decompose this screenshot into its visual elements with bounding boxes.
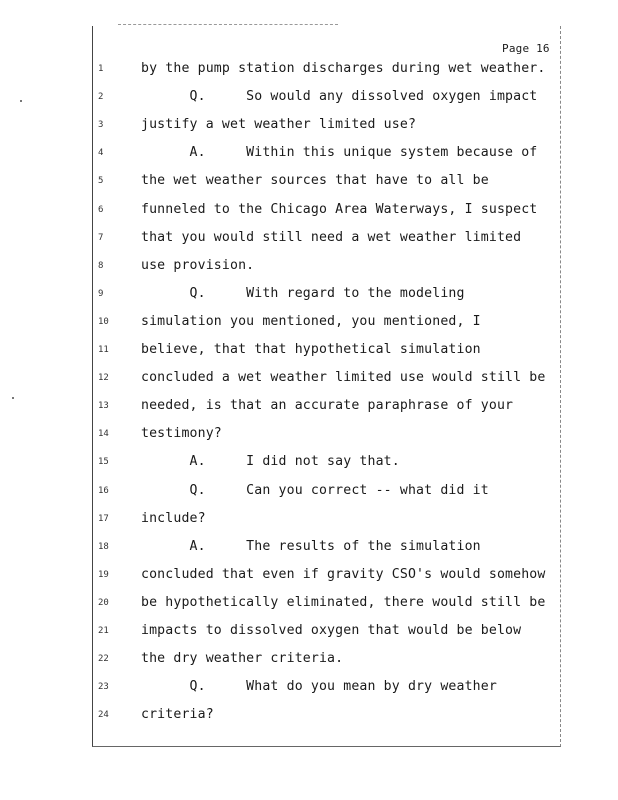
transcript-line [0,398,618,429]
transcript-line [0,510,618,542]
line-number: 7 [98,232,104,243]
line-number: 11 [98,345,109,355]
line-text: include? [141,510,206,526]
line-number: 3 [98,120,104,131]
line-text: A. Within this unique system because of [141,145,538,161]
line-text: impacts to dissolved oxygen that would be below [141,623,522,638]
line-text: testimony? [141,426,222,442]
line-text: Q. With regard to the modeling [141,285,465,301]
transcript-line [0,454,618,485]
transcript-line [0,173,618,204]
transcript-line [0,623,618,654]
transcript-line [0,370,618,401]
transcript-line [0,89,618,120]
transcript-line [0,426,618,457]
line-text: be hypothetically eliminated, there would still be [141,594,546,610]
transcript-line [0,285,618,317]
transcript-line [0,117,618,148]
transcript-line [0,313,618,345]
transcript-line [0,566,618,598]
line-number: 14 [98,429,109,440]
line-number: 13 [98,401,109,412]
line-text: use provision. [141,257,255,273]
line-number: 2 [98,92,104,103]
line-text: the wet weather sources that have to all be [141,173,489,189]
line-text: by the pump station discharges during wet weather. [141,61,546,76]
line-text: that you would still need a wet weather limited [141,229,522,245]
line-number: 9 [98,288,104,299]
line-text: concluded that even if gravity CSO's would somehow [141,566,546,582]
line-text: Q. So would any dissolved oxygen impact [141,89,538,105]
line-text: believe, that that hypothetical simulation [141,342,481,357]
line-number: 15 [98,457,109,468]
transcript-line [0,482,618,514]
line-text: concluded a wet weather limited use would still be [141,370,546,386]
line-text: funneled to the Chicago Area Waterways, I suspect [141,201,538,217]
line-number: 17 [98,513,109,524]
line-number: 21 [98,626,109,636]
line-number: 8 [98,260,104,271]
transcript-line [0,594,618,626]
transcript-line [0,61,618,92]
line-text: justify a wet weather limited use? [141,117,417,133]
line-number: 6 [98,204,104,215]
line-number: 24 [98,710,109,721]
line-number: 10 [98,316,109,327]
transcript-line [0,229,618,261]
transcript-line [0,257,618,289]
transcript-line [0,145,618,176]
transcript-line [0,679,618,710]
line-text: Q. Can you correct -- what did it [141,482,489,498]
transcript-line [0,342,618,373]
line-number: 23 [98,682,109,693]
transcript-line [0,707,618,738]
line-text: Q. What do you mean by dry weather [141,679,497,695]
line-number: 20 [98,597,109,608]
line-text: simulation you mentioned, you mentioned, I [141,313,481,329]
line-number: 4 [98,148,104,159]
transcript-line [0,201,618,233]
transcript-line [0,538,618,570]
line-text: the dry weather criteria. [141,651,344,667]
line-number: 12 [98,373,109,384]
page-number: Page 16 [502,42,550,55]
transcript-line [0,651,618,682]
line-number: 19 [98,569,109,580]
line-text: A. The results of the simulation [141,538,481,554]
line-number: 16 [98,485,109,496]
line-number: 5 [98,176,104,187]
line-text: needed, is that an accurate paraphrase of your [141,398,514,414]
line-number: 18 [98,541,109,552]
line-number: 1 [98,64,104,74]
line-text: criteria? [141,707,214,723]
line-text: A. I did not say that. [141,454,400,470]
line-number: 22 [98,654,109,665]
